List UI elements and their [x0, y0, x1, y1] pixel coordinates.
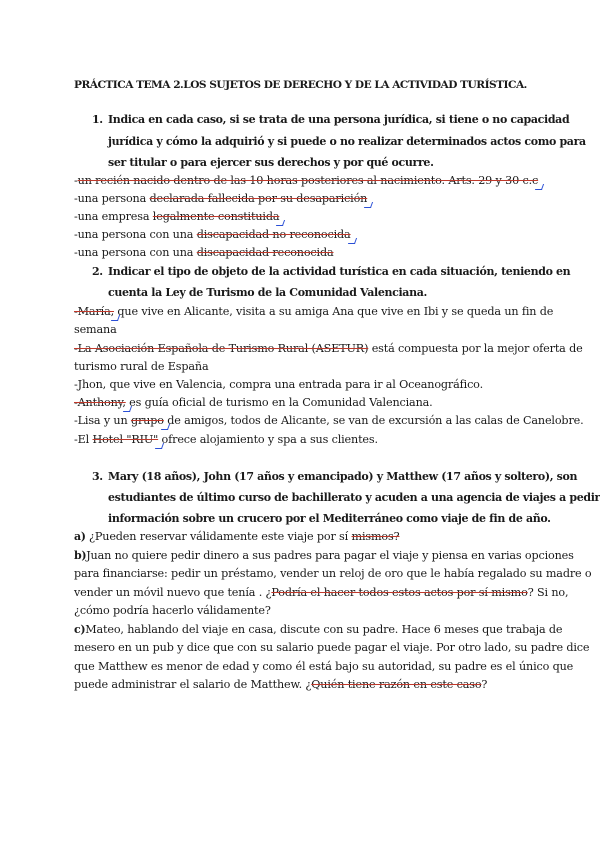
q1-item-recognized-prefix: -una persona con una — [74, 246, 197, 259]
q3-part-b-line-3 — [74, 585, 568, 600]
q2-asetur-cont: turismo rural de España — [74, 360, 209, 373]
q2-item-asetur — [74, 341, 583, 356]
q1-item-unrecognized-disability — [74, 227, 351, 242]
q1-item-company-prefix: -una empresa — [74, 210, 153, 223]
q3-c-line4-post: ? — [481, 678, 488, 691]
q3-b-line1: Juan no quiere pedir dinero a sus padres para pagar el viaje y piensa en varias opciones — [86, 549, 574, 562]
q3-c-line4-struck: Quién tiene razón en este caso — [311, 678, 482, 691]
q2-asetur-rest: está compuesta por la mejor oferta de — [368, 342, 583, 355]
q2-item-lisa — [74, 413, 584, 428]
question-1-line-2: jurídica y cómo la adquirió y si puede o no realizar determinados actos como para — [108, 135, 586, 148]
q1-item-newborn-struck: un recién nacido dentro de las 10 horas posteriores al nacimiento. Arts. 29 y 30 c.c — [77, 174, 539, 187]
q1-item-company — [74, 209, 279, 224]
q1-item-recognized-disability — [74, 245, 334, 260]
q3-part-c-line-4 — [74, 677, 487, 692]
q3-part-a — [74, 529, 399, 544]
question-3-line-2: estudiantes de último curso de bachillerato y acuden a una agencia de viajes a pedir — [108, 491, 600, 504]
q1-item-company-struck: legalmente constituida — [152, 210, 280, 223]
q2-riu-struck: Hotel "RIU" — [92, 433, 159, 446]
q2-riu-pre: -El — [74, 433, 93, 446]
q3-part-b-line-4: ¿cómo podría hacerlo válidamente? — [74, 604, 271, 617]
q3-c-line4-pre: puede administrar el salario de Matthew. ¿ — [74, 678, 312, 691]
q2-item-jhon: -Jhon, que vive en Valencia, compra una entrada para ir al Oceanográfico. — [74, 378, 483, 391]
q3-b-line3-pre: vender un móvil nuevo que tenía . ¿ — [74, 586, 272, 599]
question-2-line-2: cuenta la Ley de Turismo de la Comunidad Valenciana. — [108, 286, 427, 299]
q3-a-text: ¿Pueden reservar válidamente este viaje por sí — [85, 530, 352, 543]
q1-item-unrecognized-struck: discapacidad no reconocida — [196, 228, 351, 241]
q2-item-riu — [74, 432, 378, 447]
q2-anthony-struck: -Anthony, — [74, 396, 126, 409]
q1-item-newborn-prefix: - — [74, 174, 78, 187]
q2-asetur-struck: -La Asociación Española de Turismo Rural (ASETUR) — [74, 342, 369, 355]
question-3-line-1: Mary (18 años), John (17 años y emancipado) y Matthew (17 años y soltero), son — [108, 470, 578, 483]
question-1-number: 1. — [92, 113, 103, 126]
q3-part-c-line-3: que Matthew es menor de edad y como él está bajo su autoridad, su padre es el único que — [74, 660, 574, 673]
q3-b-line3-post: ? Si no, — [527, 586, 569, 599]
q2-item-maria — [74, 304, 553, 319]
q1-item-declared-dead — [74, 191, 367, 206]
q2-riu-rest: ofrece alojamiento y spa a sus clientes. — [158, 433, 378, 446]
q2-maria-struck: -María, — [74, 305, 115, 318]
page-title: PRÁCTICA TEMA 2.LOS SUJETOS DE DERECHO Y DE LA ACTIVIDAD TURÍSTICA. — [74, 79, 527, 91]
q3-c-line1: Mateo, hablando del viaje en casa, discute con su padre. Hace 6 meses que trabaja de — [85, 623, 563, 636]
question-2-line-1: Indicar el tipo de objeto de la actividad turística en cada situación, teniendo en — [108, 265, 571, 278]
q2-anthony-rest: es guía oficial de turismo en la Comunidad Valenciana. — [125, 396, 433, 409]
q2-lisa-rest: de amigos, todos de Alicante, se van de excursión a las calas de Canelobre. — [163, 414, 584, 427]
question-1-line-3: ser titular o para ejercer sus derechos y por qué ocurre. — [108, 156, 434, 169]
q1-item-declared-dead-struck: declarada fallecida por su desaparición — [149, 192, 368, 205]
q3-part-b-line-2: para financiarse: pedir un préstamo, vender un reloj de oro que le había regalado su madre o — [74, 567, 592, 580]
q3-part-b-line-1 — [74, 548, 574, 563]
q3-a-struck: mismos? — [351, 530, 400, 543]
q3-part-c-line-2: mesero en un pub y dice que con su salario puede pagar el viaje. Por otro lado, su padre dice — [74, 641, 590, 654]
q3-c-label: c) — [74, 623, 86, 636]
q1-item-declared-dead-prefix: -una persona — [74, 192, 150, 205]
q2-item-anthony — [74, 395, 433, 410]
question-2-number: 2. — [92, 265, 103, 278]
q3-part-c-line-1 — [74, 622, 562, 637]
q2-lisa-struck: grupo — [130, 414, 164, 427]
q1-item-newborn — [74, 173, 538, 188]
question-3-number: 3. — [92, 470, 103, 483]
q3-b-line3-struck: Podría el hacer todos estos actos por sí mismo — [271, 586, 528, 599]
q1-item-unrecognized-prefix: -una persona con una — [74, 228, 197, 241]
q1-item-recognized-struck: discapacidad reconocida — [196, 246, 334, 259]
q2-maria-cont: semana — [74, 323, 117, 336]
q2-maria-rest: que vive en Alicante, visita a su amiga Ana que vive en Ibi y se queda un fin de — [114, 305, 554, 318]
q2-lisa-pre: -Lisa y un — [74, 414, 131, 427]
q3-a-label: a) — [74, 530, 86, 543]
q3-b-label: b) — [74, 549, 87, 562]
question-1-line-1: Indica en cada caso, si se trata de una persona jurídica, si tiene o no capacidad — [108, 113, 570, 126]
question-3-line-3: información sobre un crucero por el Mediterráneo como viaje de fin de año. — [108, 512, 551, 525]
